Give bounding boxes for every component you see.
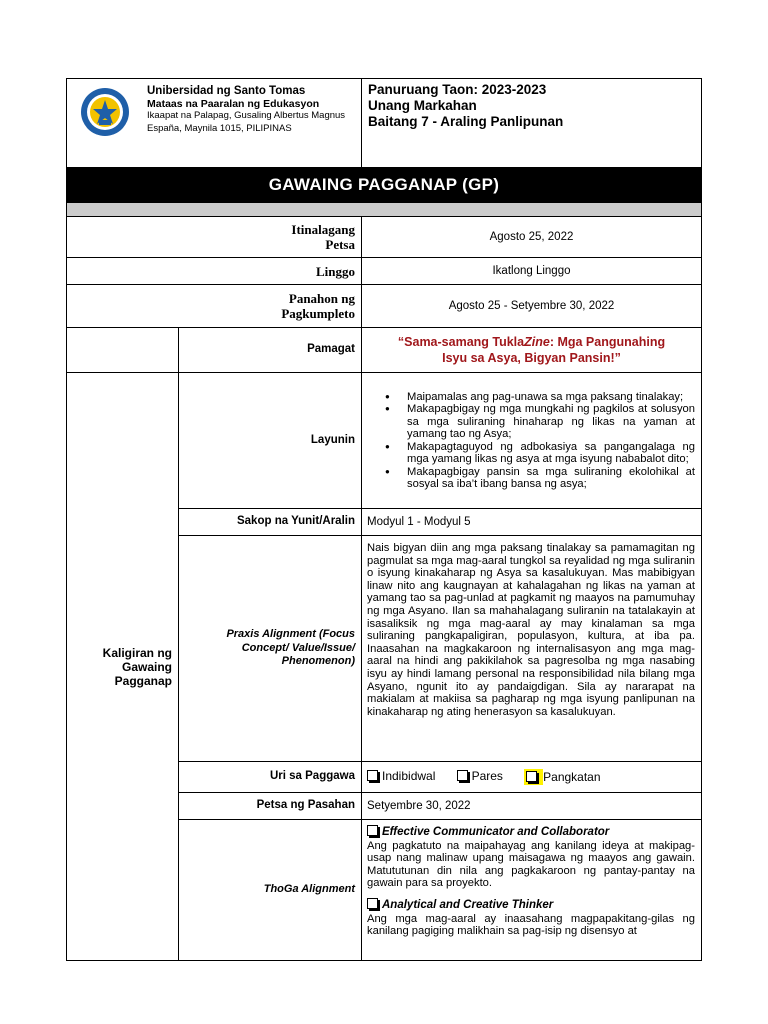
value-thoga bbox=[362, 820, 702, 961]
kaligiran-line-3: Pagganap bbox=[114, 673, 172, 688]
school-info bbox=[147, 85, 345, 135]
row-pamagat bbox=[67, 328, 702, 373]
checkbox-icon[interactable] bbox=[457, 770, 468, 781]
thoga-heading-text: Effective Communicator and Collaborator bbox=[382, 826, 610, 838]
label-petsa bbox=[67, 217, 362, 258]
pamagat-part-a: “Sama-samang Tukla bbox=[397, 335, 525, 349]
label-petsa-line-1: Itinalagang bbox=[291, 222, 355, 237]
kaligiran-line-2: Gawaing bbox=[121, 659, 172, 674]
school-subtitle: Mataas na Paaralan ng Edukasyon bbox=[147, 97, 320, 110]
praxis-line-1: Praxis Alignment (Focus bbox=[226, 628, 355, 641]
option-label: Indibidwal bbox=[382, 768, 436, 783]
thoga-content bbox=[367, 825, 695, 938]
row-petsa bbox=[67, 217, 702, 258]
kaligiran-line-1: Kaligiran ng bbox=[102, 645, 172, 660]
option-indibidwal[interactable] bbox=[367, 769, 435, 783]
list-item: ● Makapagbigay pansin sa mga suliraning ekolohikal at sosyal sa iba’t ibang bansa ng asya; bbox=[407, 466, 695, 491]
checkbox-icon bbox=[367, 898, 378, 909]
school-name: Unibersidad ng Santo Tomas bbox=[147, 85, 306, 97]
quarter: Unang Markahan bbox=[368, 98, 477, 113]
label-sakop: Sakop na Yunit/Aralin bbox=[179, 509, 362, 536]
course-info bbox=[362, 79, 702, 168]
performance-task-table bbox=[66, 78, 702, 961]
highlight-marker bbox=[524, 769, 543, 785]
title-row bbox=[67, 168, 702, 203]
thoga-text-2: Ang mga mag-aaral ay inaasahang magpapakitang-gilas ng kanilang pagiging malikhain sa pag-isip ng disensyo at bbox=[367, 912, 695, 938]
label-petsa-line-2: Petsa bbox=[325, 237, 355, 252]
praxis-line-2: Concept/ Value/Issue/ bbox=[241, 641, 355, 654]
objectives-list bbox=[362, 388, 701, 494]
pamagat-part-c: : Mga Pangunahing bbox=[549, 335, 666, 349]
thoga-heading-2 bbox=[367, 898, 695, 912]
label-pasahan: Petsa ng Pasahan bbox=[179, 793, 362, 820]
school-address-line-2: España, Maynila 1015, PILIPINAS bbox=[147, 122, 292, 134]
option-pares[interactable] bbox=[457, 769, 503, 783]
option-label: Pangkatan bbox=[543, 770, 601, 785]
row-linggo bbox=[67, 258, 702, 285]
school-year: Panuruang Taon: 2023-2023 bbox=[368, 82, 547, 97]
gray-divider bbox=[67, 203, 702, 217]
list-item: ● Maipamalas ang pag-unawa sa mga paksang tinalakay; bbox=[407, 391, 695, 404]
value-praxis: Nais bigyan diin ang mga paksang tinalakay sa pamamagitan ng pagmulat sa mga mag-aaral tungkol sa reyalidad ng mga suliranin o isyung kinakaharap ng Asya sa kasalukuyan. Mas mabibigyan linaw nito ang kaugnayan at kahalagahan ng likas na yaman at yamang tao sa pag-unlad at pagkamit ng maayos na pamumuhay ng mga Asyano. Ilan sa mahahalagang suliranin na tatalakayin at isasaliksik ng mga mag-aaral ay may kinalaman sa mga suliraning pangkapaligiran, populasyon, kultura, at iba pa. Inaasahan na magkakaroon ng internalisasyon ang mga mag-aaral na hindi ang pakikilahok sa pagresolba ng mga nasabing isyu ay hindi lamang personal na responsibilidad nila bilang mga Asyano, ngunit ito ay pandaigdigan. Sila ay nararapat na makialam at makiisa sa pagharap ng mga isyung panlipunan na kinakaharap ng ating henerasyon sa kasalukuyan. bbox=[362, 536, 702, 762]
checkbox-icon[interactable] bbox=[367, 770, 378, 781]
row-panahon bbox=[67, 285, 702, 328]
value-panahon: Agosto 25 - Setyembre 30, 2022 bbox=[362, 285, 702, 328]
empty-cell bbox=[67, 328, 179, 373]
label-panahon bbox=[67, 285, 362, 328]
header-row bbox=[67, 79, 702, 168]
checkbox-icon[interactable] bbox=[526, 771, 537, 782]
value-layunin bbox=[362, 373, 702, 509]
gray-divider-row bbox=[67, 203, 702, 217]
pamagat-line-2: Isyu sa Asya, Bigyan Pansin!” bbox=[442, 351, 621, 365]
value-pasahan: Setyembre 30, 2022 bbox=[362, 793, 702, 820]
value-petsa: Agosto 25, 2022 bbox=[362, 217, 702, 258]
pamagat-part-zine: Zine bbox=[524, 335, 550, 349]
checkbox-icon bbox=[367, 825, 378, 836]
thoga-heading-1 bbox=[367, 825, 695, 839]
thoga-text-1: Ang pagkatuto na maipahayag ang kanilang ideya at makipag-usap nang malinaw upang maisagawa ng maayos ang gawain. Matututunan din nila ang pagkakaroon ng pantay-pantay na gawain para sa proyekto. bbox=[367, 839, 695, 890]
row-layunin bbox=[67, 373, 702, 509]
praxis-line-3: Phenomenon) bbox=[281, 655, 355, 668]
label-uri: Uri sa Paggawa bbox=[179, 762, 362, 793]
list-item: ● Makapagbigay ng mga mungkahi ng pagkilos at solusyon sa mga suliraning hinaharap ng likas na yaman at yamang tao ng Asya; bbox=[407, 403, 695, 441]
option-label: Pares bbox=[471, 768, 503, 783]
label-panahon-line-2: Pagkumpleto bbox=[281, 306, 355, 321]
value-pamagat bbox=[362, 328, 702, 373]
document-title: GAWAING PAGGANAP (GP) bbox=[67, 168, 702, 203]
value-linggo: Ikatlong Linggo bbox=[362, 258, 702, 285]
label-pamagat: Pamagat bbox=[179, 328, 362, 373]
option-pangkatan[interactable] bbox=[524, 769, 600, 785]
label-kaligiran bbox=[67, 373, 179, 961]
list-item: ● Makapagtaguyod ng adbokasiya sa pangangalaga ng mga yamang likas ng asya at mga isyung nababalot dito; bbox=[407, 441, 695, 466]
label-thoga: ThoGa Alignment bbox=[179, 820, 362, 961]
pamagat-line-1 bbox=[362, 334, 701, 350]
thoga-heading-text: Analytical and Creative Thinker bbox=[382, 898, 554, 911]
label-panahon-line-1: Panahon ng bbox=[288, 291, 355, 306]
label-linggo: Linggo bbox=[67, 258, 362, 285]
document-page bbox=[66, 78, 701, 961]
school-address-line-1: Ikaapat na Palapag, Gusaling Albertus Magnus bbox=[147, 110, 346, 121]
university-seal-icon bbox=[80, 87, 130, 137]
label-layunin: Layunin bbox=[179, 373, 362, 509]
value-uri bbox=[362, 762, 702, 793]
value-sakop: Modyul 1 - Modyul 5 bbox=[362, 509, 702, 536]
grade-subject: Baitang 7 - Araling Panlipunan bbox=[368, 114, 564, 129]
label-praxis bbox=[179, 536, 362, 762]
school-header bbox=[67, 79, 362, 168]
